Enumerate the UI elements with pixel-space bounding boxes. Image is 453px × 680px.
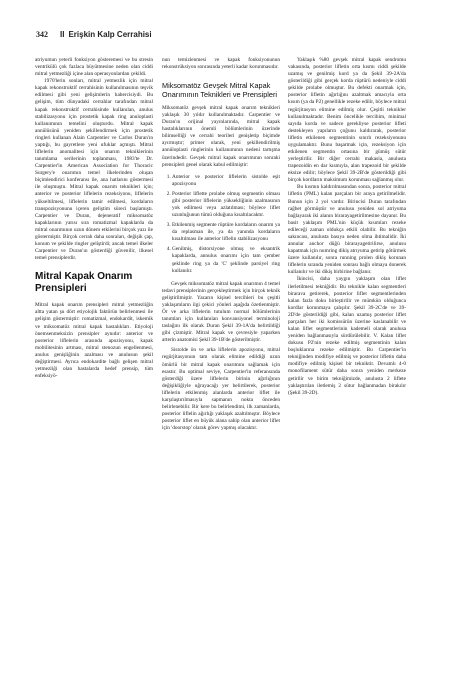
paragraph: 1970'lerin sonları, mitral yetmezlik için mitral kapak rekonstruktif cerrahisinin kullanılmasının teşvik edilmesi gibi yeni gelişimlerin habercisiydi. Bu gelişim, tüm dünyadaki cerrahlar tarafından mitral kapak rekonstruktif cerrahisinde kullanılan, anulus stabilizasyonu için prostetik kapak ring anuloplasti kullanımının temelini oluşturdu. Mitral kapak annülüsünü yeniden şekillendirmek için prostetik ringleri kullanan Alain Carpentier ve Carlos Duran'ın yaptığı, bu gayretlere yeni ufuklar açmıştı. Mitral liflelerin anomalitesi için onarım tekniklerinin tanımlama serilerinin toplanması, 1983'te Dr. Carpentier'in American Association for Thoracic Surgery'e onarımın temel ilkelerinden oluşan biçimlendirici konferansı ile, ana hatlarını göstermesi ile oluşmuştu. Mitral kapak onarım teknikleri için; anterior ve posterior liflelerin rezeksiyonu, liflelerin yükseltilmesi, liflelerin tamir edilmesi, kordaların transpozisyonunu içeren geliştim süreci başlamıştı. Carpentier ve Duran, dejeneratif miksomatöz kapaklarının yarısı sıra romatizmal kapaklarda da mitral onarımının uzun dönem etkilerini birçok yazı ile göstermiştir. Birçok cerrah daha sonraları, değişik çap, konum ve şekilde ringler geliştirdi; ancak temel ilkeler Carpentier ve Duran'ın gösterdiği güvenilir, ilkesel temel prensiplerdir. (35, 78, 153, 262)
paragraph: atriyumun yeterli fonksiyon gösteremesi ve bu stresin ventrikülü çok fazlaca büyütmesine neden olan ciddi mitral yetmezliği içine alan operasyonlardan çekildi. (35, 57, 153, 78)
list-item: 4. Genilmiş, distorsiyone olmuş ve eksantrik kapaklarda, annulus onarımı için tam çember şeklinde ring ya da 'C' şeklinde parsiyel ring kullanılır. (172, 246, 280, 274)
part-mark: II (60, 30, 65, 39)
running-title (60, 30, 152, 39)
page-number: 342 (36, 30, 48, 39)
running-header (36, 30, 426, 42)
paragraph: Bu kısmın kaldırılmasından sonra, posterior mitral lifletin (PML) kalan parçaları bir araya getirilmelidir. Bunun için 2 yol vardır. Birincisi Duran tarafından rağbet görmüştür ve anulusu yeniden sol atriyuma bağlayarak iki alanın birarayagetirilmesine dayanır. Bu basit yaklaşım PML'nin küçük kısımları rezeke edileceği zaman oldukça etkili olabilir. Bu tekniğin sakıncası, anulusta basıya neden olma ihtimalidir. İki annular anchor düğü birarayagetirilirse, anulusu kapatmak için numring dikiş atrıyuma getirip götürmek üzere kullanılır, sonra running prolen dikiş korunan liflelerin sıranda yeniden sonrası bağlı olmaya donerek kullanılır ve iki dikiş birbirine bağlanır. (288, 184, 406, 276)
book-title: Erişkin Kalp Cerrahisi (68, 30, 152, 39)
paragraph: İkincisi, daha yaygın yaklaşım olan liflet ilerletilmesi tekniğidir. Bu teknikle kalan segmentleri birarava getirerek, posterior liflet segmentlerinden kalan fazla doku birleştirilir ve mümkün olduğunca kordlar korunmaya çalışılır. Şekil 39-2C'de ve 39-2D'de gösterildiği gibi, kalan uzamış posterior liflet parçaları her iki komissürün üzerine kaslanabilir ve kalan liflet segmentlerinin kademeli olarak anulusa yeniden bağlanmasıyla sürdürülebilir. V. Kalan liflet dokusu P2'nin rezeke edilmiş segmentinin kalan boşluklarına rezeke edilmiştir. Bu Carpentier'in tekniğinden modifiye edilmiş ve posterior lifletin daha modifiye edilmiş kişisel bir tekniktir. Devamlı 4-0 monofilament sütür daha sonra yeniden merkeze getirilir ve birim tekniğimizde, anulusta 2 liflete yaklaştırılan iletlemiş 2 sütur bağlanmadan birakılır (Şekil 39-2D). (288, 276, 406, 396)
list-item: 1. Anterior ve posterior liflelerin sistolde eşit apozisyonu (172, 174, 280, 188)
list-item: 2. Posterior liflette prolabe olmuş segmentin olması gibi posterior liflelerin yüksekliğinin azalmasının yok edilmesi veya azlatılması; böylece liflet uzunluğunun tümü olduğuna kısaltılacaktır. (172, 191, 280, 219)
paragraph: Mitral kapak onarım prensipleri mitral yetmezliğin altta yatan şu dört etiyolojik faktörün belirlenmesi ile gelişim göstermiştir: romatizmal, endokardit, iskemik ve miksomatöz mitral kapak hastalıkları. Etiyoloji önemsenmeksizin prensipler aynıdır: anterior ve posterior liflelerin arasında apozisyonu, kapak mobilitesinin artması, mitral stenozun engellenmesi, anulus genişliğinin azalması ve anulusun şekil değiştirmesi. Ayrıca endokardite bağlı gelişen mitral yetmezliği olan hastalarda hedef prensip, tüm enfeksiyö- (35, 302, 153, 380)
section-heading: Mitral Kapak Onarım Prensipleri (35, 271, 133, 294)
principles-list (162, 174, 280, 275)
paragraph: Yaklaşık %80 gevşek mitral kapak sendromu vakasında, posterior lifletin orta kısmı ciddi şekilde uzamış ve genilmiş kord ya da Şekil 39-2A'da gösterildiği gibi gerçek korda rüptürü nedeniyle ciddi şekilde prolabe olmuştur. Bu defekti onarmak için, posterior lifletin ağırlığını azaltmak amacıyla orta kısım (ya da P2) genellikle rezeke edilir, böylece mitral regürjitasyon elimine edilmiş olur. Çeşitli teknikler kullanılmaktadır. Benim öncelikle tercihim, minimal sayıda korda ve sadece gerekliyse posterior lifleti destekleyen yapıların çoğunu kaldırarak, posterior lifletin etkilenen segmentinin sınırlı rezeksiyonunu uygulamaktır. Bunu başarmak için, rezeksiyon için etkilenen segmentin ortasına bir gümüş sütür yerleştirilir. Bir diğer cerrahi makasla, anulusta trapezoidin en dar kısmıyla, alan trapezoid bir şekilde eksize edilir; böylece Şekil 39-2B'de gösterildiği gibi birçok kordların maksimum korunması sağlanmış olur. (288, 57, 406, 184)
paragraph: nun temizlenmesi ve kapak fonksiyonunun rekonstrüksiyon sonrasında yeterli kadar korunmasıdır. (162, 57, 280, 71)
paragraph: Gevşek miksomatöz mitral kapak onarımın 4 temel tedavi prensiplerinin gerçekleştirmek için birçok teknik geliştirilmiştir. Yazarın kişisel tercihleri bu çeşitli yaklaşımların ilgi çekici yönleri aşağıda özetlenmiştir. Ör ve arka liflelerin tutulum normal bölümlerinin tanımları için kullanılan konvansiyonel terminoloji taslağını ilk olarak Duran Şekil 39-1A'da belirtildiği gibi çizmiştir. Mitral kapak ve çevresiyle yaparken arterin anatomisi Şekil 39-1B'de gösterilmiştir. (162, 280, 280, 344)
paragraph: Sistolde ön ve arka liflelerin apozisyonu, mitral regürjitasyonun tam olarak elimine edildiği uzun ömürlü bir mitral kapak onarımını sağlamak için esastır. Bu optimal seviye, Carpentier'in referansında gösterdiği üzere liflelerin birinin ağırlığının değişikliğiyle uğrayacağı yer belirtilerek, posterior liflelerin etkilenmiş alanlarda anterior liflet ile karşılaştırılmasıyla sapmanın nokta önceden belirlenebilir. Bir kere bu belirlendimi, ilk zamanlarda, posterior liflelin ağırlığı yaklaşık azaltılmıştır. Böylece posterior liflet en büyük alana sahip olan anterior liflet için 'doorstop' olarak görev yapmış olacaktır. (162, 347, 280, 432)
list-item: 3. Etkilenmiş segmente rüptüre kordaların onarım ya da replasman ile, ya da yanında kordaların kısaltılması ile anterior liflelin stabilizasyonu (172, 222, 280, 243)
subsection-heading: Miksomatöz Gevşek Mitral Kapak Onarımının Teknikleri ve Prensipleri (162, 81, 278, 99)
column-middle (162, 57, 280, 657)
paragraph: Miksomatöz gevşek mitral kapak onarım teknikleri yaklaşık 30 yıldır kullanılmaktadır. Carpentier ve Duran'ın orijinal yayınlarında, mitral kapak hastalıklarının önemli bölümlerinin üzerinde bilimselliği ve cerrahi teorileri genişletip biçimde ayırmıştır; primer olarak, yeni şekillendirilmiş annüloplasti ringlerinin kullanımının nedeni tartışma üzerindedir. Gevşek mitral kapak onarımının sonraki prensipleri genel olarak kabul edilmiştir: (162, 104, 280, 168)
column-left (35, 57, 153, 657)
column-right (288, 57, 406, 657)
